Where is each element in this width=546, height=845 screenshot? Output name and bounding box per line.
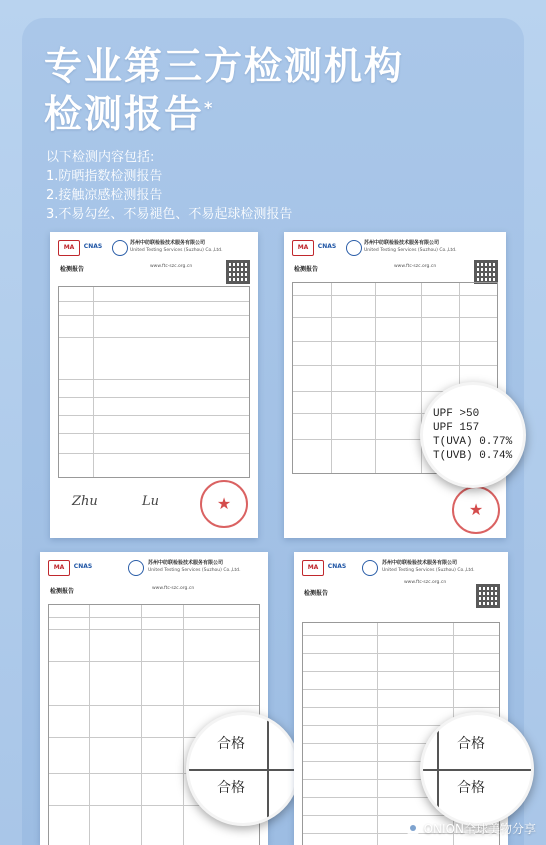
upf-line-1: UPF >50 [433,408,480,420]
report-header [48,558,260,580]
company-name: 苏州中纺联检验技术服务有限公司 United Testing Services (Suzhou) Co.,Ltd. [382,560,475,573]
cma-logo-icon: MA [58,240,80,256]
wechat-account-icon [406,822,420,836]
cma-logo-icon: MA [302,560,324,576]
cnas-logo-icon: CNAS [73,563,93,570]
company-name: 苏州中纺联检验技术服务有限公司 United Testing Services (Suzhou) Co.,Ltd. [148,560,241,573]
upf-values [433,407,512,463]
company-name: 苏州中纺联检验技术服务有限公司 United Testing Services (Suzhou) Co.,Ltd. [130,240,223,253]
title-mark: * [204,98,215,117]
intro-lead: 以下检测内容包括: [46,150,155,165]
report-header [302,558,500,580]
company-name: 苏州中纺联检验技术服务有限公司 United Testing Services (Suzhou) Co.,Ltd. [364,240,457,253]
qr-code-icon [476,584,500,608]
pass-magnifier-2 [420,712,534,826]
intro-item-3: 3.不易勾丝、不易褪色、不易起球检测报告 [46,207,293,222]
report-website: www.ftc-szc.org.cn [152,586,195,591]
uts-logo-icon [346,240,362,256]
report-website: www.ftc-szc.org.cn [404,580,447,585]
page-title [44,42,404,138]
report-table [58,286,250,478]
report-title: 检测报告 [50,588,75,595]
report-title: 检测报告 [60,266,85,273]
title-line-1: 专业第三方检测机构 [44,44,405,88]
upf-line-4: T(UVB) 0.74% [433,450,513,462]
upf-line-3: T(UVA) 0.77% [433,436,513,448]
upf-magnifier [420,382,526,488]
cnas-logo-icon: CNAS [83,243,103,250]
report-header [292,238,498,260]
signature-2: Lu [142,494,160,509]
cma-logo-icon: MA [292,240,314,256]
signature-1: Zhu [72,494,98,509]
red-seal-icon [452,486,500,534]
title-line-2: 检测报告* [44,92,215,136]
cnas-logo-icon: CNAS [317,243,337,250]
intro-item-2: 2.接触凉感检测报告 [46,188,163,203]
uts-logo-icon [128,560,144,576]
red-seal-icon [200,480,248,528]
report-title: 检测报告 [294,266,319,273]
pass-label: 合格 [217,736,245,752]
cma-logo-icon: MA [48,560,70,576]
report-header [58,238,250,260]
report-website: www.ftc-szc.org.cn [150,264,193,269]
uts-logo-icon [362,560,378,576]
pass-magnifier-1 [186,712,300,826]
uts-logo-icon [112,240,128,256]
pass-label: 合格 [457,780,485,796]
pass-label: 合格 [457,736,485,752]
intro-item-1: 1.防晒指数检测报告 [46,169,163,184]
report-title: 检测报告 [304,590,329,597]
upf-line-2: UPF 157 [433,422,480,434]
qr-code-icon [474,260,498,284]
watermark-text: ONION全球美物分享 [423,822,536,836]
report-website: www.ftc-szc.org.cn [394,264,437,269]
intro-list [46,148,292,224]
watermark [406,820,536,837]
pass-label: 合格 [217,780,245,796]
qr-code-icon [226,260,250,284]
cnas-logo-icon: CNAS [327,563,347,570]
report-document-1 [50,232,258,538]
